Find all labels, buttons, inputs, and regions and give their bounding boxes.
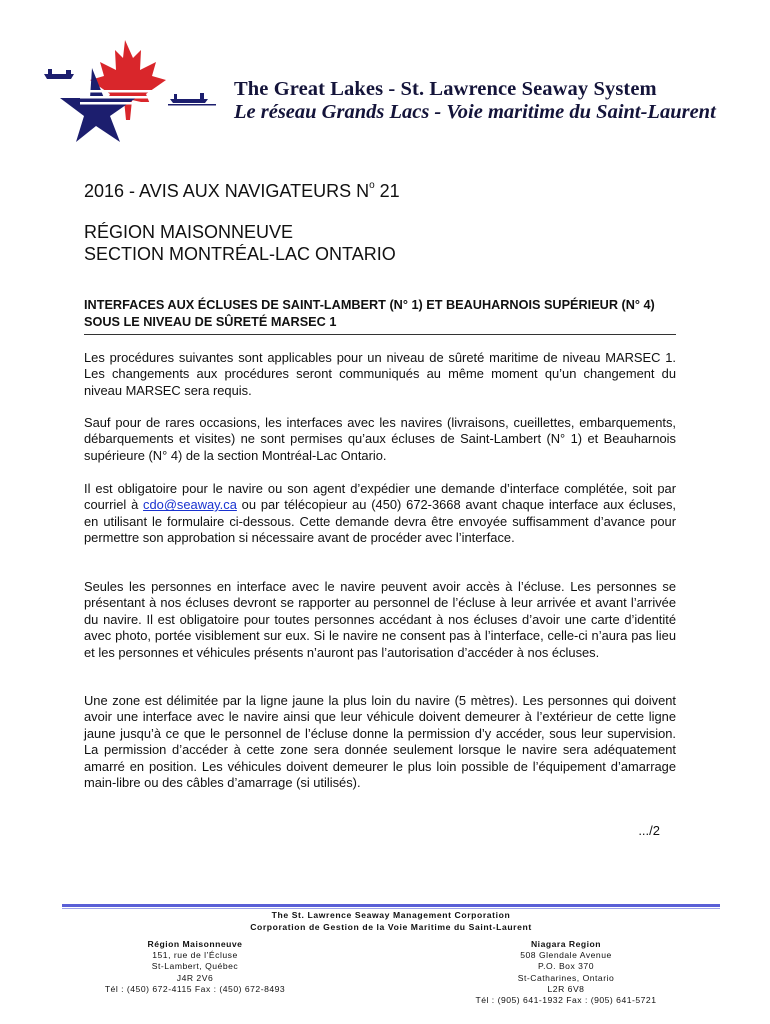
- notice-title-superscript: o: [369, 180, 375, 191]
- footer-right-line: St-Catharines, Ontario: [517, 972, 615, 983]
- footer-corporation-french: Corporation de Gestion de la Voie Maritime du Saint-Laurent: [250, 922, 532, 932]
- organization-name-english: The Great Lakes - St. Lawrence Seaway System: [234, 78, 657, 100]
- footer-left-line: J4R 2V6: [176, 972, 214, 983]
- footer-divider-thin: [62, 908, 720, 909]
- footer-left-line: 151, rue de l’Écluse: [152, 950, 238, 961]
- region-heading: RÉGION MAISONNEUVE: [84, 222, 294, 242]
- paragraph-3-start: Il est obligatoire pour le navire ou son agent d’expédier une demande d’interface complétée, soit par courriel à: [84, 481, 676, 513]
- paragraph-3-end: ou par télécopieur au (450) 672-3668 avant chaque interface aux écluses, en utilisant le formulaire ci-dessous. Cette demande devra être envoyée suffisamment d’avance pour permettre son approbation si nécessaire avant de procéder avec l’interface.: [84, 497, 676, 546]
- footer-left-title: Région Maisonneuve: [147, 939, 243, 949]
- section-heading: SECTION MONTRÉAL-LAC ONTARIO: [84, 244, 396, 264]
- footer-right-phone: Tél : (905) 641-1932 Fax : (905) 641-5721: [475, 995, 657, 1006]
- paragraph-1: Les procédures suivantes sont applicables pour un niveau de sûreté maritime de niveau MARSEC 1. Les changements aux procédures seront communiqués au même moment qu’un changement du niveau MARSEC sera requis.: [84, 350, 676, 398]
- footer-address-niagara: [446, 939, 686, 1006]
- footer-right-title: Niagara Region: [530, 939, 602, 949]
- notice-subject: INTERFACES AUX ÉCLUSES DE SAINT-LAMBERT (N° 1) ET BEAUHARNOIS SUPÉRIEUR (N° 4) SOUS LE NIVEAU DE SÛRETÉ MARSEC 1: [84, 297, 676, 335]
- page-continuation: .../2: [638, 823, 660, 838]
- notice-number: 21: [374, 181, 400, 201]
- paragraph-3: [84, 481, 676, 547]
- email-link[interactable]: cdo@seaway.ca: [143, 497, 237, 513]
- paragraph-4: Seules les personnes en interface avec le navire peuvent avoir accès à l’écluse. Les personnes se présentant à nos écluses devront se rapporter au personnel de l’écluse à leur arrivée et avant l’arrivée du navire. Il est obligatoire pour toutes personnes accédant à nos écluses d’avoir une carte d’identité avec photo, portée visiblement sur eux. Si le navire ne consent pas à l’interface, celle-ci n’aura pas lieu et les personnes et véhicules présents n’auront pas l’autorisation d’accéder à nos écluses.: [84, 579, 676, 660]
- organization-name-french: Le réseau Grands Lacs - Voie maritime du Saint-Laurent: [234, 101, 716, 123]
- seaway-maple-star-logo: [40, 36, 235, 144]
- organization-name: [234, 78, 716, 124]
- footer-corporation-english: The St. Lawrence Seaway Management Corporation: [271, 910, 511, 920]
- notice-title: [84, 180, 400, 202]
- paragraph-5: Une zone est délimitée par la ligne jaune la plus loin du navire (5 mètres). Les personnes qui doivent avoir une interface avec le navire ainsi que leur véhicule doivent demeurer à l’extérieur de cette ligne jaune jusqu’à ce que le personnel de l’écluse donne la permission d’y accéder, sous leur supervision. La permission d’accéder à cette zone sera donnée seulement lorsque le navire sera adéquatement amarré en position. Les véhicules doivent demeurer le plus loin possible de l’équipement d’amarrage main-libre ou des câbles d’amarrage (si utilisés).: [84, 693, 676, 791]
- footer-right-line: 508 Glendale Avenue: [520, 950, 612, 961]
- footer-address-maisonneuve: [80, 939, 310, 995]
- footer-right-line: L2R 6V8: [547, 983, 585, 994]
- footer-left-phone: Tél : (450) 672-4115 Fax : (450) 672-8493: [104, 983, 286, 994]
- footer-left-line: St-Lambert, Québec: [151, 961, 239, 972]
- paragraph-2: Sauf pour de rares occasions, les interfaces avec les navires (livraisons, cueillettes, embarquements, débarquements et visites) ne sont permises qu’aux écluses de Saint-Lambert (N° 1) et Beauharnois supérieure (N° 4) de la section Montréal-Lac Ontario.: [84, 415, 676, 463]
- notice-title-main: 2016 - AVIS AUX NAVIGATEURS N: [84, 181, 370, 201]
- footer-divider: [62, 904, 720, 907]
- footer-right-line: P.O. Box 370: [537, 961, 594, 972]
